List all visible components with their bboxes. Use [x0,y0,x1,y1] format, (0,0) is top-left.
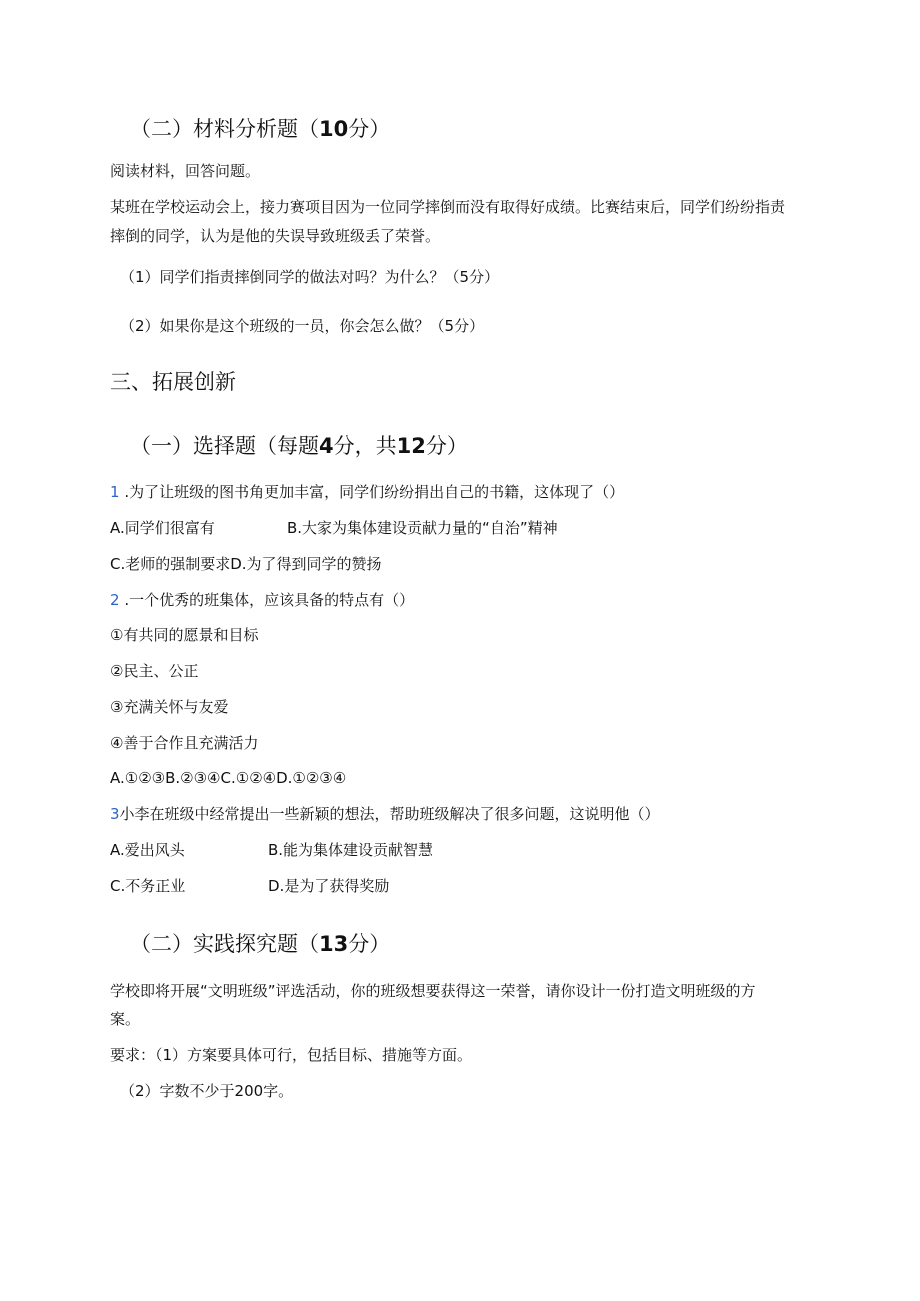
choice-q2: 2 .一个优秀的班集体，应该具备的特点有（） [110,591,415,609]
practice-task-line1: 学校即将开展“文明班级”评选活动，你的班级想要获得这一荣誉，请你设计一份打造文明班级的方 [110,982,756,1000]
question-number: 3 [110,805,120,823]
choice-q3-option-d: D.是为了获得奖励 [268,877,390,895]
choice-q2-item-1: ①有共同的愿景和目标 [110,626,259,644]
choice-q3-option-a: A.爱出风头 [110,841,185,859]
material-analysis-heading: （二）材料分析题（10分） [130,117,391,141]
practice-task-line2: 案。 [110,1010,141,1028]
choice-q1-option-cd: C.老师的强制要求D.为了得到同学的赞扬 [110,555,382,573]
choice-q1-option-a: A.同学们很富有 [110,519,215,537]
choice-section-heading: （一）选择题（每题4分，共12分） [130,434,468,458]
choice-q2-item-2: ②民主、公正 [110,662,199,680]
part3-title: 三、拓展创新 [110,370,236,394]
material-question-1: （1）同学们指责摔倒同学的做法对吗？为什么？（5分） [120,268,500,286]
choice-q2-options: A.①②③B.②③④C.①②④D.①②③④ [110,769,347,787]
choice-q3-option-b: B.能为集体建设贡献智慧 [268,841,434,859]
material-question-2: （2）如果你是这个班级的一员，你会怎么做？（5分） [120,317,485,335]
material-intro: 阅读材料，回答问题。 [110,162,261,180]
choice-q3: 3小李在班级中经常提出一些新颖的想法，帮助班级解决了很多问题，这说明他（） [110,805,660,823]
choice-q3-option-c: C.不务正业 [110,877,186,895]
choice-q2-item-3: ③充满关怀与友爱 [110,698,229,716]
practice-section-heading: （二）实践探究题（13分） [130,932,391,956]
question-number: 1 [110,483,120,501]
choice-q1-option-b: B.大家为集体建设贡献力量的“自治”精神 [287,519,558,537]
choice-q1: 1 .为了让班级的图书角更加丰富，同学们纷纷捐出自己的书籍，这体现了（） [110,483,625,501]
practice-requirement-1: 要求：（1）方案要具体可行，包括目标、措施等方面。 [110,1046,473,1064]
material-text-line2: 摔倒的同学，认为是他的失误导致班级丢了荣誉。 [110,227,441,245]
choice-q2-item-4: ④善于合作且充满活力 [110,734,259,752]
question-number: 2 [110,591,120,609]
practice-requirement-2: （2）字数不少于200字。 [120,1082,294,1100]
material-text-line1: 某班在学校运动会上，接力赛项目因为一位同学摔倒而没有取得好成绩。比赛结束后，同学们纷纷指责 [110,198,786,216]
